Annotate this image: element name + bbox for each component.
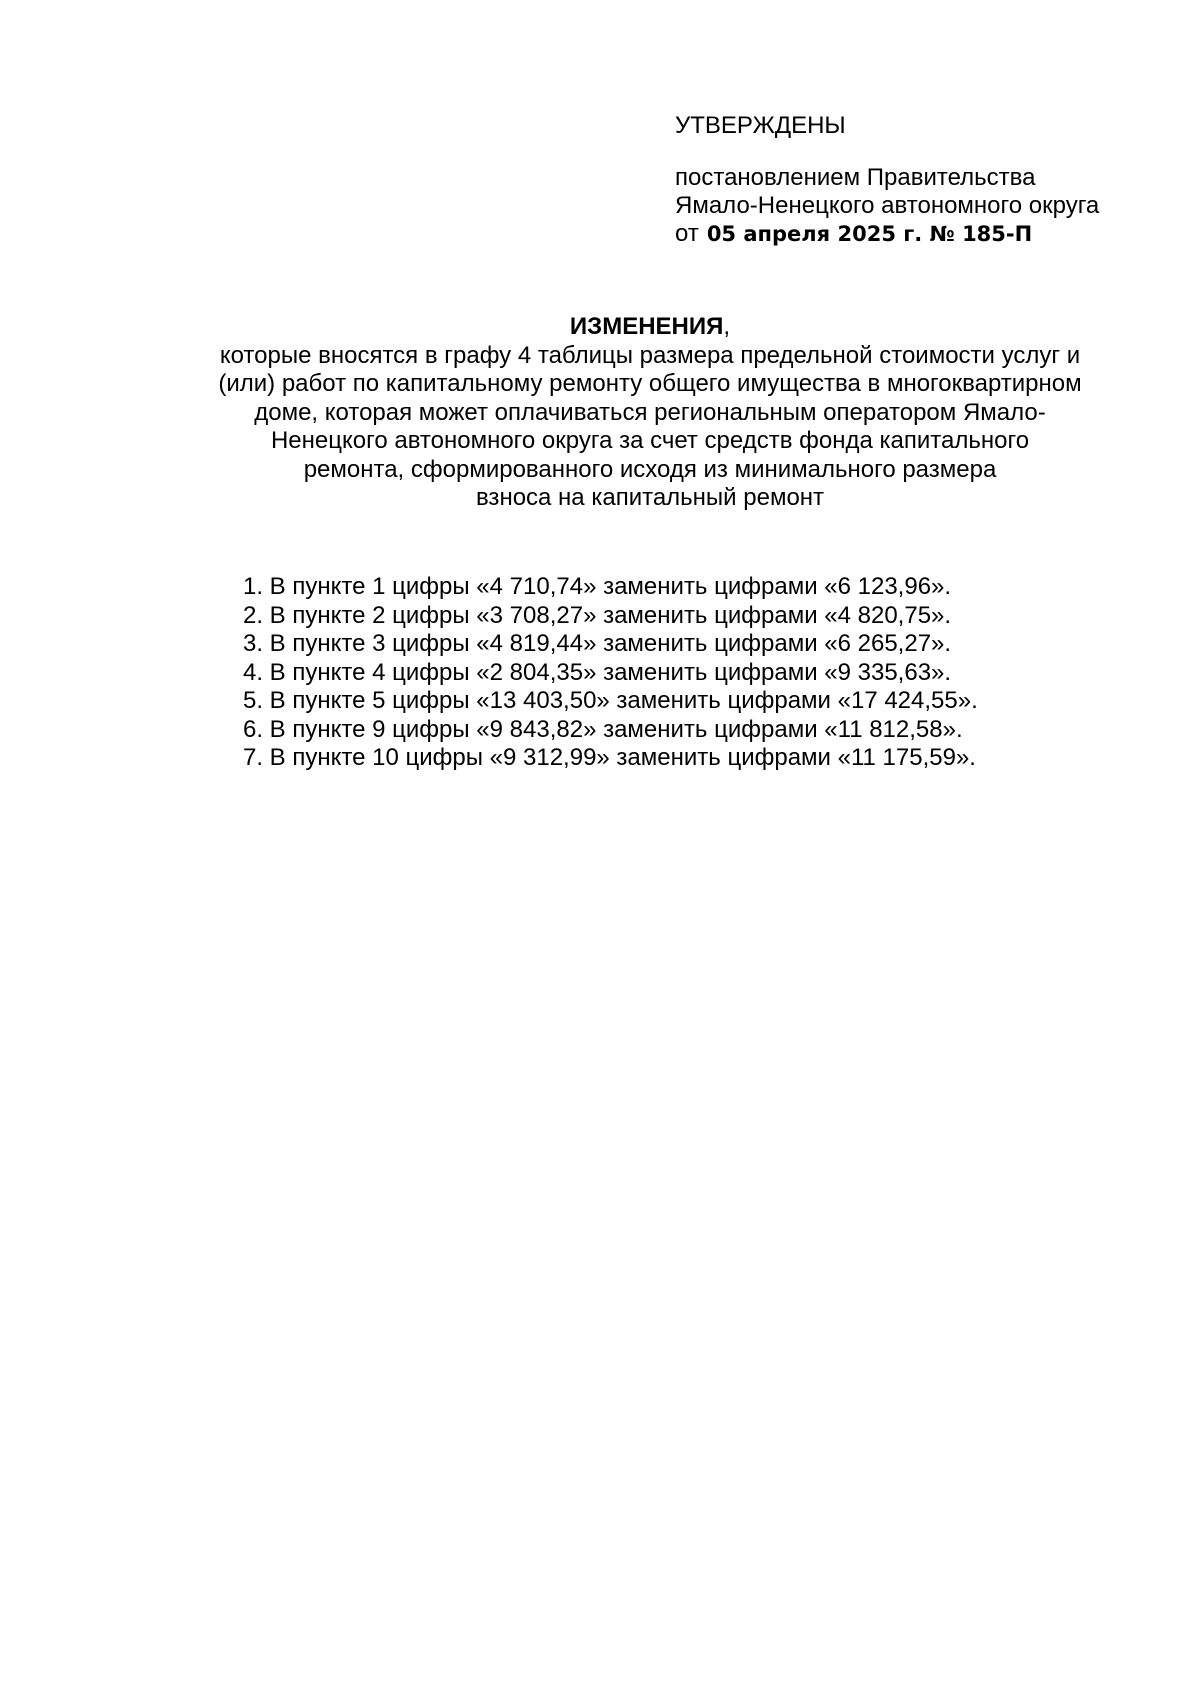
amendment-item: 4. В пункте 4 цифры «2 804,35» заменить цифрами «9 335,63». [243,658,952,686]
approval-title: УТВЕРЖДЕНЫ [675,112,846,139]
approval-date-value: 05 апреля 2025 г. № 185-П [706,222,1033,246]
amendment-item: 6. В пункте 9 цифры «9 843,82» заменить цифрами «11 812,58». [243,715,963,743]
approval-date-prefix: от [675,220,699,247]
document-title [150,313,1150,342]
document-title-suffix: , [723,313,731,340]
approval-line-2: Ямало-Ненецкого автономного округа [675,192,1100,219]
amendment-item: 7. В пункте 10 цифры «9 312,99» заменить цифрами «11 175,59». [243,744,976,771]
approval-date [675,220,1175,248]
document-title-block [150,313,1150,513]
document-subtitle-line: доме, которая может оплачиваться региональным оператором Ямало- [254,398,1046,426]
amendment-item: 2. В пункте 2 цифры «3 708,27» заменить цифрами «4 820,75». [243,601,952,629]
document-subtitle-line: которые вносятся в графу 4 таблицы размера предельной стоимости услуг и [219,341,1081,369]
document-subtitle-line: (или) работ по капитальному ремонту общего имущества в многоквартирном [218,370,1082,397]
approval-block [675,112,1175,248]
document-subtitle-line: взноса на капитальный ремонт [475,484,825,511]
amendment-item: 3. В пункте 3 цифры «4 819,44» заменить цифрами «6 265,27». [243,630,952,657]
approval-line-1: постановлением Правительства [675,164,1036,191]
document-subtitle-line: ремонта, сформированного исходя из минимального размера [303,455,997,483]
amendments-list [243,573,978,773]
document-title-text: ИЗМЕНЕНИЯ [569,313,724,340]
amendment-item: 1. В пункте 1 цифры «4 710,74» заменить цифрами «6 123,96». [243,573,952,600]
amendment-item: 5. В пункте 5 цифры «13 403,50» заменить цифрами «17 424,55». [243,687,978,714]
document-subtitle-line: Ненецкого автономного округа за счет средств фонда капитального [270,427,1030,454]
